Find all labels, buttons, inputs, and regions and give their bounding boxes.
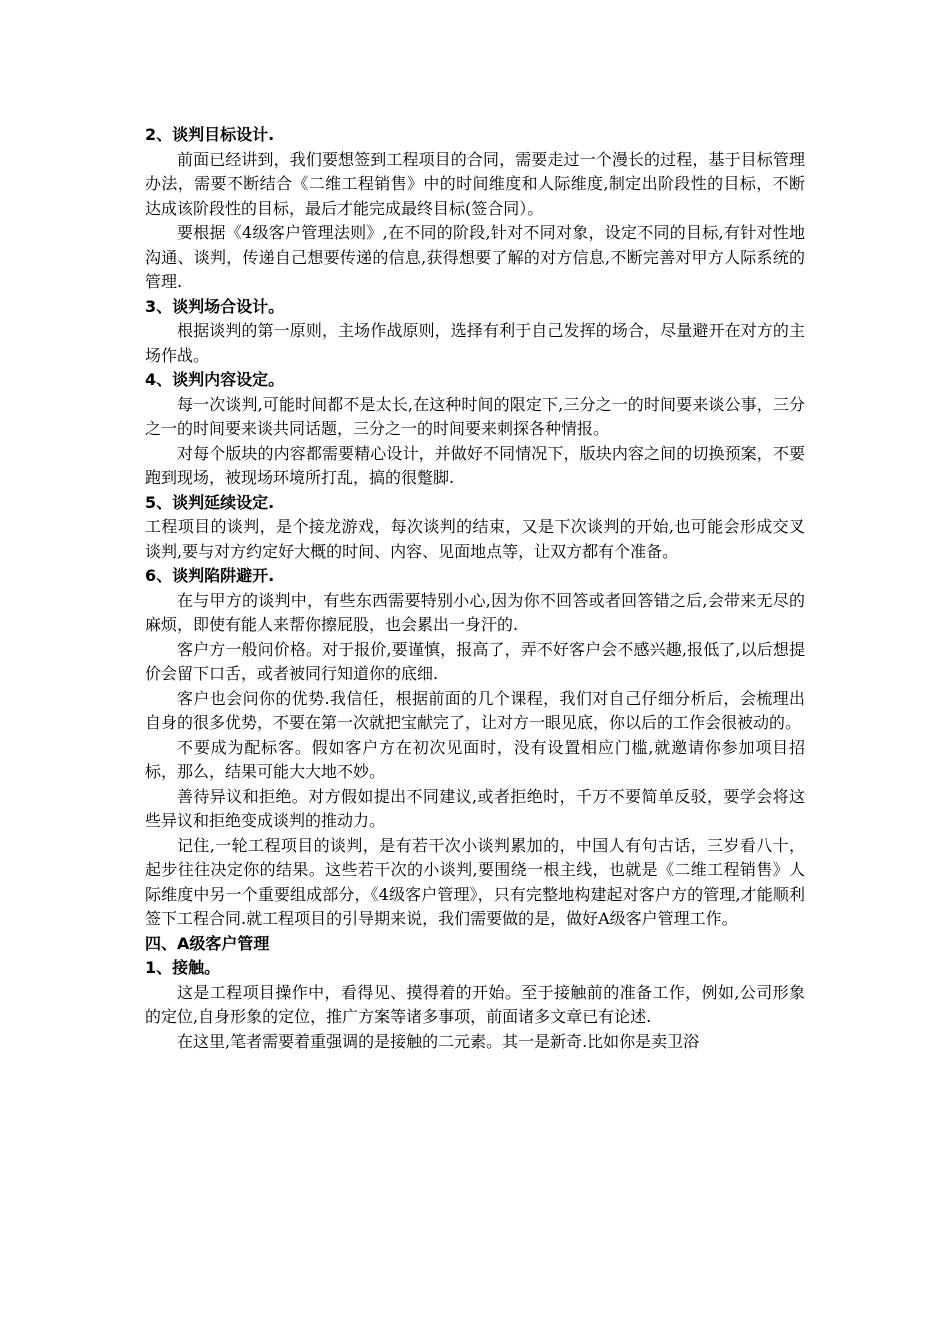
paragraph: 前面已经讲到，我们要想签到工程项目的合同，需要走过一个漫长的过程，基于目标管理办法，需要不断结合《二维工程销售》中的时间维度和人际维度,制定出阶段性的目标，不断达成该阶段性的目标，最后才能完成最终目标(签合同）。 (145, 149, 805, 218)
section-heading: 2、谈判目标设计. (145, 125, 275, 144)
paragraph: 每一次谈判,可能时间都不是太长,在这种时间的限定下,三分之一的时间要来谈公事，三分之一的时间要来谈共同话题，三分之一的时间要来刺探各种情报。 (145, 394, 805, 438)
chapter-heading: 四、A级客户管理 (145, 933, 270, 953)
document-page (145, 123, 805, 1054)
paragraph: 记住,一轮工程项目的谈判，是有若干次小谈判累加的，中国人有句古话，三岁看八十，起步往往决定你的结果。这些若干次的小谈判,要围绕一根主线，也就是《二维工程销售》人际维度中另一个重要组成部分，《4级客户管理》，只有完整地构建起对客户方的管理,才能顺利签下工程合同.就工程项目的引导期来说，我们需要做的是，做好A级客户管理工作。 (145, 835, 805, 928)
paragraph: 善待异议和拒绝。对方假如提出不同建议,或者拒绝时，千万不要简单反驳，要学会将这些异议和拒绝变成谈判的推动力。 (145, 786, 805, 830)
paragraph: 客户也会问你的优势.我信任，根据前面的几个课程，我们对自己仔细分析后，会梳理出自身的很多优势，不要在第一次就把宝献完了，让对方一眼见底，你以后的工作会很被动的。 (145, 688, 805, 732)
paragraph: 在这里,笔者需要着重强调的是接触的二元素。其一是新奇.比如你是卖卫浴 (177, 1031, 700, 1051)
section-heading: 1、接触。 (145, 958, 221, 977)
paragraph: 要根据《4级客户管理法则》,在不同的阶段,针对不同对象，设定不同的目标,有针对性地沟通、谈判，传递自己想要传递的信息,获得想要了解的对方信息,不断完善对甲方人际系统的管理. (145, 223, 805, 291)
paragraph: 这是工程项目操作中，看得见、摸得着的开始。至于接触前的准备工作，例如,公司形象的定位,自身形象的定位，推广方案等诸多事项，前面诸多文章已有论述. (145, 982, 805, 1026)
section-heading: 4、谈判内容设定。 (145, 370, 285, 389)
paragraph: 根据谈判的第一原则，主场作战原则，选择有利于自己发挥的场合，尽量避开在对方的主场作战。 (145, 321, 805, 365)
section-heading: 3、谈判场合设计。 (145, 296, 285, 316)
paragraph: 对每个版块的内容都需要精心设计，并做好不同情况下，版块内容之间的切换预案，不要跑到现场，被现场环境所打乱，搞的很蹩脚. (145, 443, 805, 487)
paragraph: 工程项目的谈判，是个接龙游戏，每次谈判的结束，又是下次谈判的开始,也可能会形成交叉谈判,要与对方约定好大概的时间、内容、见面地点等，让双方都有个准备。 (145, 517, 805, 561)
section-heading: 5、谈判延续设定. (145, 492, 275, 512)
paragraph: 在与甲方的谈判中，有些东西需要特别小心,因为你不回答或者回答错之后,会带来无尽的麻烦，即使有能人来帮你擦屁股，也会累出一身汗的. (145, 590, 805, 634)
paragraph: 不要成为配标客。假如客户方在初次见面时，没有设置相应门槛,就邀请你参加项目招标，那么，结果可能大大地不妙。 (145, 737, 805, 781)
section-heading: 6、谈判陷阱避开. (145, 566, 275, 585)
paragraph: 客户方一般问价格。对于报价,要谨慎，报高了，弄不好客户会不感兴趣,报低了,以后想提价会留下口舌，或者被同行知道你的底细. (145, 639, 805, 683)
